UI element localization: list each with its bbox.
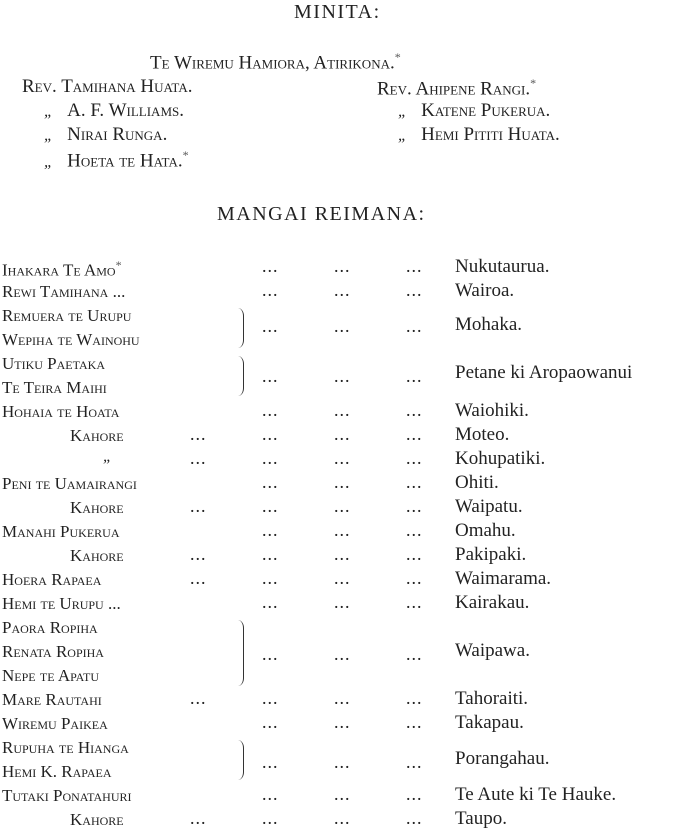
rep-name: Hoera Rapaea xyxy=(2,570,102,589)
rep-name: Hemi te Urupu ... xyxy=(2,594,121,613)
minister-left-1: Rev. Tamihana Huata. xyxy=(22,76,193,97)
rep-place: Petane ki Aropaowanui xyxy=(455,362,633,383)
rep-name: Kahore xyxy=(70,426,124,445)
rep-name: Kahore xyxy=(70,498,124,517)
leader-dots: ... xyxy=(262,592,279,612)
rep-place: Tahoraiti. xyxy=(455,688,529,709)
leader-dots: ... xyxy=(334,688,351,708)
leader-dots: ... xyxy=(262,496,279,516)
rep-name: Rupuha te Hianga xyxy=(2,738,129,757)
rep-name: Hemi K. Rapaea xyxy=(2,762,112,781)
leader-dots: ... xyxy=(262,366,279,386)
rep-name: Mare Rautahi xyxy=(2,690,102,709)
asterisk-mark: * xyxy=(115,258,122,272)
leader-dots: ... xyxy=(262,316,279,336)
leader-dots: ... xyxy=(262,472,279,492)
rep-name: Renata Ropiha xyxy=(2,642,104,661)
leader-dots: ... xyxy=(406,544,423,564)
minister-left-2: „ A. F. Williams. xyxy=(44,100,184,121)
rep-place: Te Aute ki Te Hauke. xyxy=(455,784,617,805)
rep-name: Ihakara Te Amo* xyxy=(2,258,122,280)
rep-place: Waimarama. xyxy=(455,568,552,589)
rep-place: Nukutaurua. xyxy=(455,256,550,277)
leader-dots: ... xyxy=(190,544,207,564)
asterisk-mark: * xyxy=(394,50,401,64)
leader-dots: ... xyxy=(262,448,279,468)
rep-place: Pakipaki. xyxy=(455,544,527,565)
leader-dots: ... xyxy=(334,644,351,664)
leader-dots: ... xyxy=(262,688,279,708)
asterisk-mark: * xyxy=(530,76,537,90)
leader-dots: ... xyxy=(406,316,423,336)
rep-name: Paora Ropiha xyxy=(2,618,98,637)
rep-name: Wiremu Paikea xyxy=(2,714,108,733)
heading-minita: MINITA: xyxy=(294,1,381,23)
ditto-mark: „ xyxy=(103,448,112,465)
leader-dots: ... xyxy=(334,808,351,828)
leader-dots: ... xyxy=(406,688,423,708)
leader-dots: ... xyxy=(262,784,279,804)
leader-dots: ... xyxy=(190,688,207,708)
leader-dots: ... xyxy=(406,400,423,420)
rep-name: Utiku Paetaka xyxy=(2,354,106,373)
rep-place: Wairoa. xyxy=(455,280,515,301)
grouping-brace xyxy=(238,308,244,348)
leader-dots: ... xyxy=(406,752,423,772)
leader-dots: ... xyxy=(262,712,279,732)
rep-name: Kahore xyxy=(70,810,124,829)
rep-place: Waipatu. xyxy=(455,496,523,517)
leader-dots: ... xyxy=(262,544,279,564)
leader-dots: ... xyxy=(406,568,423,588)
rep-place: Waipawa. xyxy=(455,640,530,661)
grouping-brace xyxy=(238,740,244,780)
leader-dots: ... xyxy=(406,592,423,612)
rep-place: Takapau. xyxy=(455,712,524,733)
rep-place: Ohiti. xyxy=(455,472,499,493)
rep-place: Porangahau. xyxy=(455,748,550,769)
rep-name: Tutaki Ponatahuri xyxy=(2,786,132,805)
rep-name: Peni te Uamairangi xyxy=(2,474,137,493)
minister-left-3: „ Nirai Runga. xyxy=(44,124,168,145)
leader-dots: ... xyxy=(406,472,423,492)
rep-name: Rewi Tamihana ... xyxy=(2,282,126,301)
leader-dots: ... xyxy=(406,712,423,732)
leader-dots: ... xyxy=(406,280,423,300)
leader-dots: ... xyxy=(334,568,351,588)
grouping-brace xyxy=(238,356,244,396)
minister-right-2: „ Katene Pukerua. xyxy=(398,100,551,121)
leader-dots: ... xyxy=(262,644,279,664)
rep-name: Wepiha te Wainohu xyxy=(2,330,140,349)
rep-name: Remuera te Urupu xyxy=(2,306,132,325)
leader-dots: ... xyxy=(406,496,423,516)
rep-place: Omahu. xyxy=(455,520,516,541)
leader-dots: ... xyxy=(262,280,279,300)
leader-dots: ... xyxy=(190,568,207,588)
leader-dots: ... xyxy=(334,316,351,336)
asterisk-mark: * xyxy=(182,148,189,162)
rep-name: Te Teira Maihi xyxy=(2,378,107,397)
minister-right-1: Rev. Ahipene Rangi.* xyxy=(377,76,537,100)
leader-dots: ... xyxy=(334,256,351,276)
grouping-brace xyxy=(238,620,244,686)
leader-dots: ... xyxy=(262,520,279,540)
minister-left-4: „ Hoeta te Hata.* xyxy=(44,148,189,172)
leader-dots: ... xyxy=(334,472,351,492)
leader-dots: ... xyxy=(262,568,279,588)
leader-dots: ... xyxy=(190,808,207,828)
heading-mangai-reimana: MANGAI REIMANA: xyxy=(217,203,426,225)
leader-dots: ... xyxy=(406,784,423,804)
rep-place: Moteo. xyxy=(455,424,510,445)
leader-dots: ... xyxy=(406,424,423,444)
leader-dots: ... xyxy=(406,366,423,386)
minister-right-3: „ Hemi Pititi Huata. xyxy=(398,124,560,145)
rep-name: Manahi Pukerua xyxy=(2,522,120,541)
leader-dots: ... xyxy=(334,424,351,444)
leader-dots: ... xyxy=(334,448,351,468)
rep-name: Nepe te Apatu xyxy=(2,666,100,685)
minister-head: Te Wiremu Hamiora, Atirikona.* xyxy=(150,50,401,74)
leader-dots: ... xyxy=(262,752,279,772)
leader-dots: ... xyxy=(190,448,207,468)
rep-place: Kohupatiki. xyxy=(455,448,546,469)
leader-dots: ... xyxy=(190,424,207,444)
leader-dots: ... xyxy=(334,280,351,300)
rep-place: Taupo. xyxy=(455,808,507,829)
leader-dots: ... xyxy=(334,496,351,516)
leader-dots: ... xyxy=(262,808,279,828)
leader-dots: ... xyxy=(334,784,351,804)
leader-dots: ... xyxy=(406,644,423,664)
leader-dots: ... xyxy=(262,256,279,276)
rep-place: Waiohiki. xyxy=(455,400,529,421)
rep-name: Kahore xyxy=(70,546,124,565)
leader-dots: ... xyxy=(406,808,423,828)
rep-place: Mohaka. xyxy=(455,314,523,335)
leader-dots: ... xyxy=(334,544,351,564)
leader-dots: ... xyxy=(190,496,207,516)
leader-dots: ... xyxy=(262,400,279,420)
leader-dots: ... xyxy=(406,520,423,540)
rep-place: Kairakau. xyxy=(455,592,530,613)
leader-dots: ... xyxy=(262,424,279,444)
leader-dots: ... xyxy=(406,256,423,276)
leader-dots: ... xyxy=(334,752,351,772)
leader-dots: ... xyxy=(334,592,351,612)
rep-name: Hohaia te Hoata xyxy=(2,402,120,421)
leader-dots: ... xyxy=(334,520,351,540)
leader-dots: ... xyxy=(334,400,351,420)
leader-dots: ... xyxy=(334,366,351,386)
leader-dots: ... xyxy=(334,712,351,732)
leader-dots: ... xyxy=(406,448,423,468)
